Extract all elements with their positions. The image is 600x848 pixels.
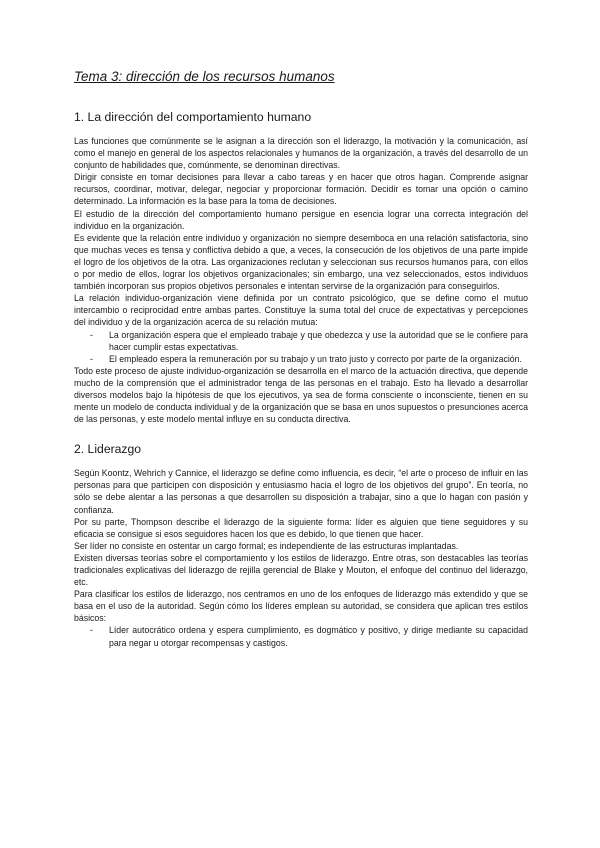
bullet-list	[74, 624, 528, 648]
dash-bullet: -	[90, 353, 93, 364]
section-heading-direccion: 1. La dirección del comportamiento humano	[74, 110, 312, 124]
list-item	[74, 624, 528, 648]
list-item-text: La organización espera que el empleado trabaje y que obedezca y use la autoridad que se le confiere para hacer cumplir estas expectativas.	[109, 329, 528, 352]
section-heading-liderazgo: 2. Liderazgo	[74, 442, 142, 457]
section-direccion	[74, 109, 528, 425]
paragraph: Dirigir consiste en tomar decisiones para llevar a cabo tareas y en hacer que otros hagan. Comprende asignar recursos, coordinar, motivar, delegar, negociar y proporcionar formación. Decidir es tomar una opción o camino determinado. La información es la base para la toma de decisiones.	[74, 172, 528, 207]
paragraph: Todo este proceso de ajuste individuo-organización se desarrolla en el marco de la actuación directiva, que depende mucho de la comprensión que el administrador tenga de las personas en el trabajo. Esto ha llevado a desarrollar diversos modelos bajo la hipótesis de que los ejecutivos, ya sea de forma consciente o inconsciente, tienen en su mente un modelo de conducta individual y de la organización que se basa en unos supuestos o presunciones acerca de las personas, y este modelo mental influye en su conducta directiva.	[74, 365, 528, 425]
paragraph: Las funciones que comúnmente se le asignan a la dirección son el liderazgo, la motivación y la comunicación, así como el manejo en general de los aspectos relacionales y humanos de la organización, a través del desarrollo de un conjunto de habilidades que, comúnmente, se denominan directivas.	[74, 136, 528, 171]
document-title: Tema 3: dirección de los recursos humanos	[74, 69, 335, 84]
paragraph: Por su parte, Thompson describe el liderazgo de la siguiente forma: líder es alguien que tiene seguidores y su eficacia se consigue si esos seguidores hacen los que es debido, lo que tienen que hacer.	[74, 516, 528, 539]
bullet-list	[74, 329, 528, 365]
paragraph: Existen diversas teorías sobre el comportamiento y los estilos de liderazgo. Entre otras, son destacables las teorías tradicionales explicativas del liderazgo de rejilla gerencial de Blake y Mouton, el enfoque del continuo del liderazgo, etc.	[74, 552, 528, 588]
dash-bullet: -	[90, 329, 93, 340]
paragraph: Es evidente que la relación entre individuo y organización no siempre desemboca en una relación satisfactoria, sino que muchas veces es tensa y conflictiva debido a que, a veces, la consecución de los objetivos de una parte impide el logro de los objetivos de la otra. Las organizaciones reclutan y seleccionan sus recursos humanos para, con ellos o por medio de ellos, lograr los objetivos organizacionales; sin embargo, una vez seleccionados, estos individuos también incorporan sus propios objetivos personales e intentan servirse de la organización para conseguirlos.	[74, 232, 528, 292]
dash-bullet: -	[90, 625, 93, 636]
list-item	[74, 329, 528, 353]
paragraph: Ser líder no consiste en ostentar un cargo formal; es independiente de las estructuras implantadas.	[74, 540, 459, 551]
paragraph: La relación individuo-organización viene definida por un contrato psicológico, que se define como el mutuo intercambio o reciprocidad entre ambas partes. Constituye la suma total del cruce de expectativas y percepciones del individuo y de la organización acerca de su relación mutua:	[74, 293, 528, 328]
paragraph: El estudio de la dirección del comportamiento humano persigue en esencia lograr una correcta integración del individuo en la organización.	[74, 208, 528, 231]
list-item-text: El empleado espera la remuneración por su trabajo y un trato justo y correcto por parte de la organización.	[109, 353, 522, 364]
list-item	[74, 353, 528, 365]
paragraph: Para clasificar los estilos de liderazgo, nos centramos en uno de los enfoques de liderazgo más extendido y que se basa en el uso de la autoridad. Según cómo los líderes emplean su autoridad, se considera que aplican tres estilos básicos:	[74, 589, 528, 624]
section-liderazgo	[74, 441, 528, 648]
document-page	[74, 68, 528, 649]
list-item-text: Líder autocrático ordena y espera cumplimiento, es dogmático y positivo, y dirige mediante su capacidad para negar u otorgar recompensas y castigos.	[109, 625, 528, 648]
paragraph: Según Koontz, Wehrich y Cannice, el liderazgo se define como influencia, es decir, “el arte o proceso de influir en las personas para que participen con disposición y entusiasmo hacia el logro de los objetivos del grupo”. En teoría, no sólo se debe alentar a las personas a que desarrollen su disposición a trabajar, sino a que lo hagan con pasión y confianza.	[74, 468, 528, 515]
